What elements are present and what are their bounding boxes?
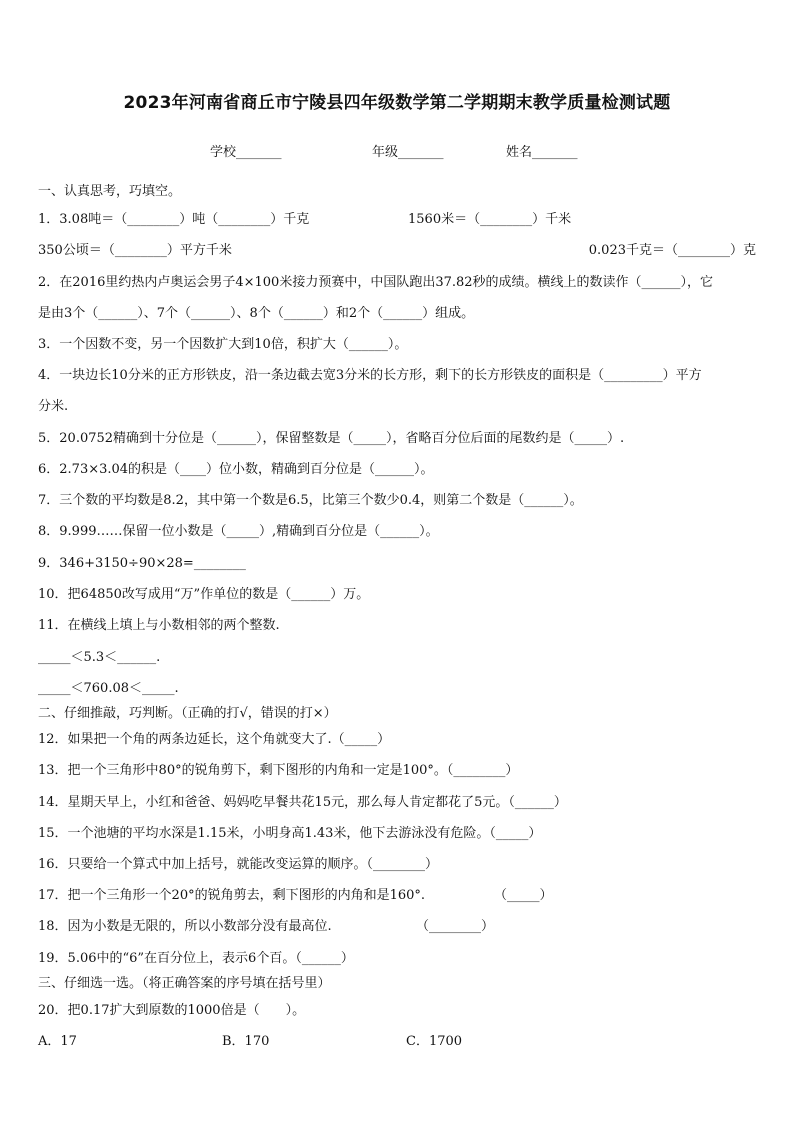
school-field: 学校_______ bbox=[210, 145, 282, 160]
choice-a: A．17 bbox=[38, 1034, 77, 1049]
question-14: 14．星期天早上，小红和爸爸、妈妈吃早餐共花15元，那么每人肯定都花了5元。（______） bbox=[38, 795, 567, 810]
section-heading: 一、认真思考，巧填空。 bbox=[38, 184, 182, 199]
choice-c: C．1700 bbox=[406, 1034, 463, 1049]
question-8: 8．9.999……保留一位小数是（_____）,精确到百分位是（______）。 bbox=[38, 524, 439, 539]
question-1b: 1560米＝（________）千米 bbox=[408, 212, 572, 227]
question-1d: 0.023千克＝（________）克 bbox=[588, 243, 756, 258]
question-20-choices bbox=[38, 1030, 756, 1049]
question-2-line-1: 2．在2016里约热内卢奥运会男子4×100米接力预赛中，中国队跑出37.82秒的成绩。横线上的数读作（______），它 bbox=[38, 275, 714, 290]
section-heading: 三、仔细选一选。（将正确答案的序号填在括号里） bbox=[38, 976, 331, 991]
question-9: 9．346+3150÷90×28=________ bbox=[38, 556, 246, 571]
question-3: 3．一个因数不变，另一个因数扩大到10倍，积扩大（______）。 bbox=[38, 337, 408, 352]
question-2-line-2: 是由3个（______）、7个（______）、8个（______）和2个（______）组成。 bbox=[38, 306, 475, 321]
question-16: 16．只要给一个算式中加上括号，就能改变运算的顺序。（________） bbox=[38, 857, 439, 872]
question-11-blank-b: _____＜760.08＜_____. bbox=[38, 681, 179, 696]
question-12: 12．如果把一个角的两条边延长，这个角就变大了.（_____） bbox=[38, 732, 391, 747]
question-1-row-2 bbox=[38, 239, 756, 258]
question-17-answer-blank: （_____） bbox=[494, 888, 553, 903]
question-1a: 1．3.08吨＝（________）吨（________）千克 bbox=[38, 212, 310, 227]
question-18: 18．因为小数是无限的，所以小数部分没有最高位. bbox=[38, 919, 332, 934]
question-19: 19．5.06中的“6”在百分位上，表示6个百。（______） bbox=[38, 951, 354, 966]
choice-b: B．170 bbox=[222, 1034, 270, 1049]
question-17: 17．把一个三角形一个20°的锐角剪去，剩下图形的内角和是160°. bbox=[38, 888, 426, 903]
name-field: 姓名_______ bbox=[506, 145, 578, 160]
page-title: 2023年河南省商丘市宁陵县四年级数学第二学期期末教学质量检测试题 bbox=[123, 93, 671, 113]
grade-field: 年级_______ bbox=[372, 145, 444, 160]
question-11-blank-a: _____＜5.3＜______. bbox=[38, 650, 161, 665]
question-17-row bbox=[38, 884, 756, 903]
question-1-row-1 bbox=[38, 208, 756, 227]
question-4-line-1: 4．一块边长10分米的正方形铁皮，沿一条边截去宽3分米的长方形，剩下的长方形铁皮的面积是（_________）平方 bbox=[38, 368, 702, 383]
question-13: 13．把一个三角形中80°的锐角剪下，剩下图形的内角和一定是100°。（________） bbox=[38, 763, 519, 778]
question-1c: 350公顷＝（________）平方千米 bbox=[38, 243, 232, 258]
question-5: 5．20.0752精确到十分位是（______），保留整数是（_____），省略百分位后面的尾数约是（_____）. bbox=[38, 431, 625, 446]
section-heading: 二、仔细推敲，巧判断。（正确的打√，错误的打×） bbox=[38, 706, 337, 721]
question-15: 15．一个池塘的平均水深是1.15米，小明身高1.43米，他下去游泳没有危险。（_____） bbox=[38, 826, 542, 841]
question-10: 10．把64850改写成用“万”作单位的数是（______）万。 bbox=[38, 587, 370, 602]
question-7: 7．三个数的平均数是8.2，其中第一个数是6.5，比第三个数少0.4，则第二个数是（______）。 bbox=[38, 493, 583, 508]
question-18-answer-blank: （________） bbox=[416, 919, 495, 934]
question-18-row bbox=[38, 915, 756, 934]
question-4-line-2: 分米. bbox=[38, 399, 69, 414]
question-11: 11．在横线上填上与小数相邻的两个整数. bbox=[38, 618, 280, 633]
question-6: 6．2.73×3.04的积是（____）位小数，精确到百分位是（______）。 bbox=[38, 462, 434, 477]
question-20: 20．把0.17扩大到原数的1000倍是（ ）。 bbox=[38, 1003, 306, 1018]
